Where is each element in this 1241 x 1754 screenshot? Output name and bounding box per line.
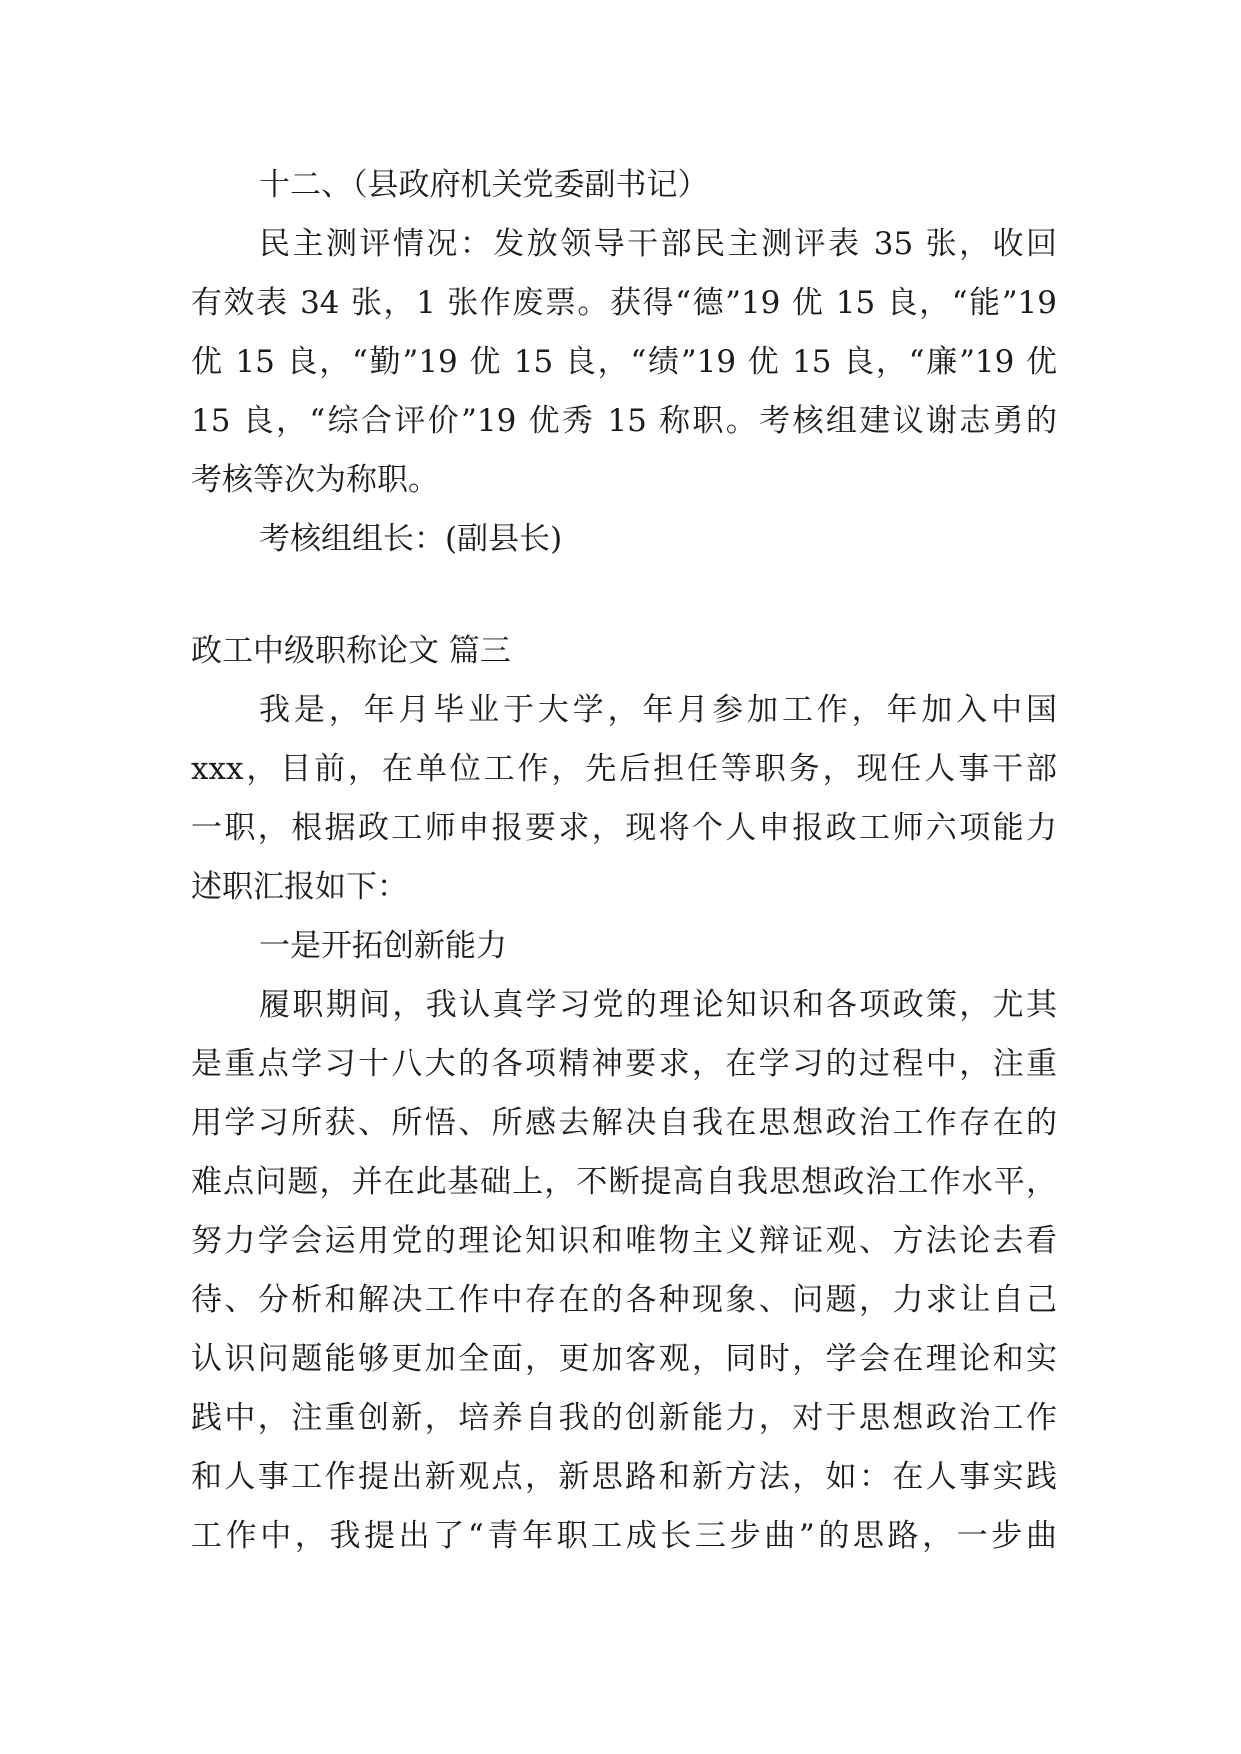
group-leader-line: 考核组组长：(副县长) [259,521,563,557]
evaluation-line: 优 15 良，“勤”19 优 15 良，“绩”19 优 15 良，“廉”19 优 [191,344,1057,380]
body-line: 工作中，我提出了“青年职工成长三步曲”的思路，一步曲 [191,1518,1057,1554]
body-line: 认识问题能够更加全面，更加客观，同时，学会在理论和实 [191,1341,1057,1377]
intro-line: 一职，根据政工师申报要求，现将个人申报政工师六项能力 [191,810,1057,846]
body-line: 履职期间，我认真学习党的理论知识和各项政策，尤其 [259,987,1057,1023]
article-title: 政工中级职称论文 篇三 [191,633,511,669]
body-line: 和人事工作提出新观点，新思路和新方法，如：在人事实践 [191,1459,1057,1495]
body-line: 用学习所获、所悟、所感去解决自我在思想政治工作存在的 [191,1105,1057,1141]
intro-line: 述职汇报如下： [191,869,408,905]
evaluation-line: 民主测评情况：发放领导干部民主测评表 35 张，收回 [259,226,1057,262]
intro-line: 我是，年月毕业于大学，年月参加工作，年加入中国 [259,692,1057,728]
evaluation-line: 有效表 34 张，1 张作废票。获得“德”19 优 15 良，“能”19 [191,285,1057,321]
body-line: 难点问题，并在此基础上，不断提高自我思想政治工作水平， [191,1164,1057,1200]
intro-line: xxx，目前，在单位工作，先后担任等职务，现任人事干部 [191,751,1057,787]
body-line: 是重点学习十八大的各项精神要求，在学习的过程中，注重 [191,1046,1057,1082]
section-spacer [191,569,1057,622]
body-line: 践中，注重创新，培养自我的创新能力，对于思想政治工作 [191,1400,1057,1436]
section-heading: 十二、（县政府机关党委副书记） [259,167,709,203]
evaluation-line: 15 良，“综合评价”19 优秀 15 称职。考核组建议谢志勇的 [191,403,1057,439]
body-line: 努力学会运用党的理论知识和唯物主义辩证观、方法论去看 [191,1223,1057,1259]
body-line: 待、分析和解决工作中存在的各种现象、问题，力求让自己 [191,1282,1057,1318]
document-body [191,156,1057,1566]
evaluation-line: 考核等次为称职。 [191,462,439,498]
subheading: 一是开拓创新能力 [259,928,507,964]
